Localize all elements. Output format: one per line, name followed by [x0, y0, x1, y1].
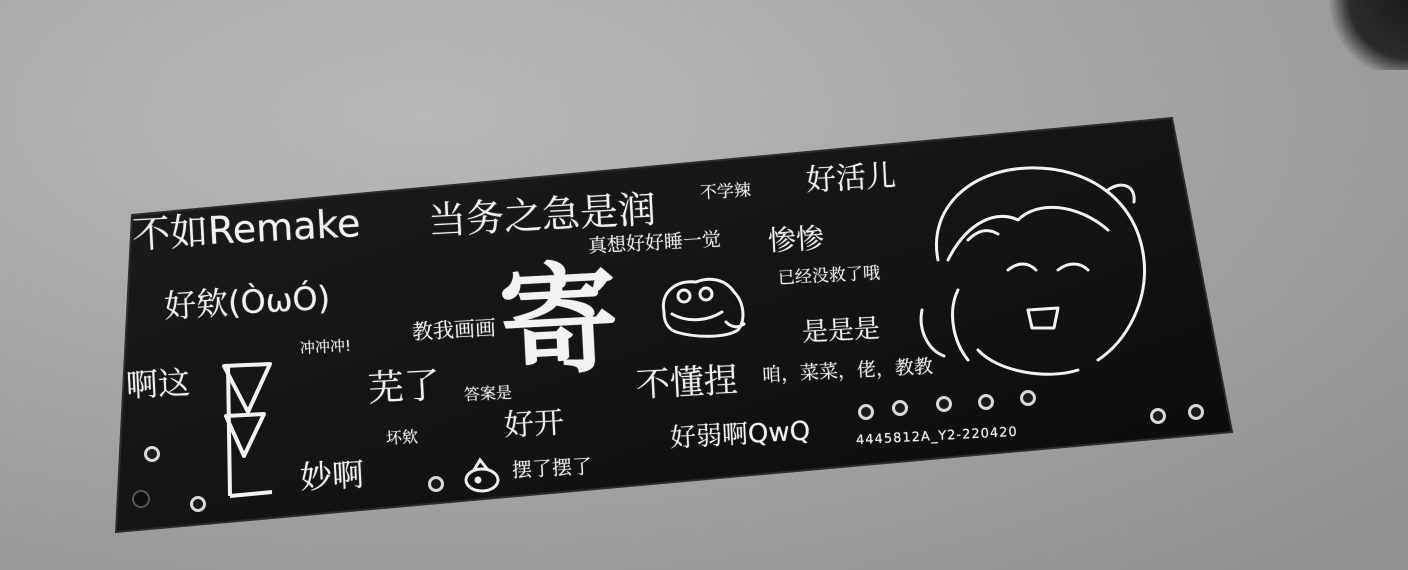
via-pad: [1188, 404, 1204, 420]
phrase-ji: 寄: [496, 249, 622, 393]
via-pad: [978, 394, 994, 410]
phrase-azhe: 啊这: [125, 363, 191, 405]
phrase-daan: 答案是: [463, 382, 513, 405]
via-pad: [1150, 408, 1166, 424]
phrase-haohuoer: 好活儿: [805, 158, 897, 199]
via-pad: [190, 496, 206, 512]
phrase-yijing: 已经没救了哦: [777, 263, 881, 289]
phrase-zan: 咱，菜菜，佬，教教: [761, 355, 934, 387]
part-number-label: 4445812A_Y2-220420: [855, 424, 1019, 449]
via-pad: [428, 476, 444, 492]
via-pad: [892, 400, 908, 416]
phrase-haokuan: 好欸(ÒωÓ): [163, 278, 332, 326]
phrase-zhenxiang: 真想好好睡一觉: [587, 228, 722, 258]
phrase-buru-remake: 不如Remake: [131, 201, 362, 257]
via-pad: [1020, 390, 1036, 406]
cocktail-glass-icon: [214, 356, 276, 506]
phrase-budong: 不懂捏: [635, 360, 739, 406]
phrase-shishishi: 是是是: [801, 313, 881, 349]
phrase-buxuela: 不学辣: [699, 180, 752, 204]
phrase-jiaowo: 教我画画: [411, 315, 497, 345]
via-pad: [936, 396, 952, 412]
phrase-haokai: 好开: [503, 405, 565, 444]
phrase-haoruo: 好弱啊QwQ: [669, 416, 811, 454]
phrase-huaikuan: 坏欸: [385, 427, 419, 448]
small-mascot-icon: [460, 456, 506, 496]
anime-girl-portrait-icon: [908, 150, 1168, 400]
via-pad: [144, 446, 160, 462]
phrase-wanle: 芜了: [366, 365, 442, 410]
mounting-hole: [132, 490, 150, 508]
phrase-cancan: 惨惨: [767, 221, 825, 258]
phrase-miaoa: 妙啊: [299, 455, 365, 497]
frog-doodle-icon: [656, 272, 752, 342]
via-pad: [858, 404, 874, 420]
phrase-chong: 冲冲冲!: [299, 336, 352, 358]
phrase-baile: 摆了摆了: [511, 453, 593, 483]
phrase-dangwu: 当务之急是润: [427, 187, 658, 243]
